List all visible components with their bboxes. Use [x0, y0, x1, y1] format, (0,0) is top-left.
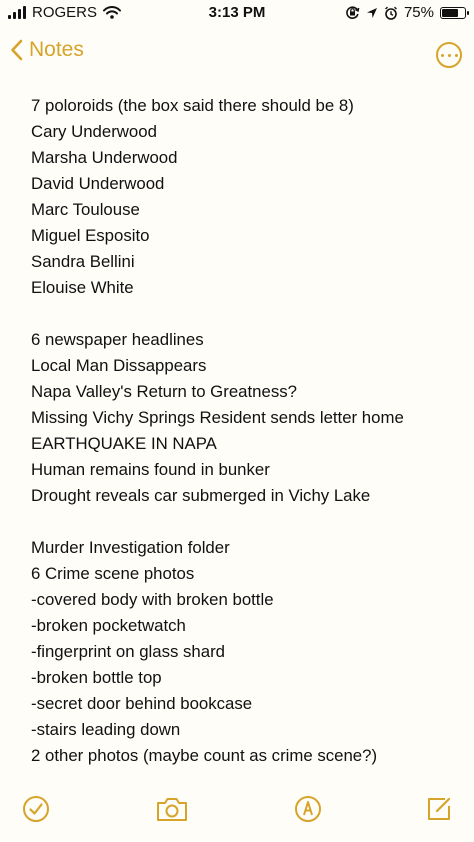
markup-button[interactable]	[294, 795, 322, 828]
camera-button[interactable]	[155, 795, 189, 828]
checklist-button[interactable]	[22, 795, 50, 828]
note-line: Sandra Bellini	[31, 252, 135, 271]
compose-icon	[425, 795, 453, 823]
note-line: Cary Underwood	[31, 122, 157, 141]
camera-icon	[155, 795, 189, 823]
back-label: Notes	[29, 38, 84, 61]
note-line: David Underwood	[31, 174, 165, 193]
note-line: -secret door behind bookcase	[31, 694, 253, 713]
note-line: Elouise White	[31, 278, 134, 297]
markup-icon	[294, 795, 322, 823]
bottom-toolbar	[0, 795, 474, 835]
chevron-left-icon	[10, 39, 23, 61]
status-bar	[0, 0, 474, 26]
status-right	[345, 4, 466, 21]
note-line: Missing Vichy Springs Resident sends letter home	[31, 408, 404, 427]
carrier-label: ROGERS	[32, 4, 98, 21]
battery-icon	[440, 7, 466, 19]
blank-line	[31, 301, 464, 327]
status-time: 3:13 PM	[208, 4, 266, 21]
note-line: -broken pocketwatch	[31, 616, 186, 635]
alarm-icon	[384, 6, 398, 20]
note-line: Miguel Esposito	[31, 226, 150, 245]
checklist-icon	[22, 795, 50, 823]
note-line: -stairs leading down	[31, 720, 181, 739]
compose-button[interactable]	[425, 795, 453, 828]
note-line: -fingerprint on glass shard	[31, 642, 226, 661]
note-line: 6 Crime scene photos	[31, 564, 195, 583]
note-line: Marsha Underwood	[31, 148, 178, 167]
note-line: Napa Valley's Return to Greatness?	[31, 382, 297, 401]
blank-line	[31, 509, 464, 535]
battery-percent: 75%	[403, 4, 434, 21]
more-options-button[interactable]	[436, 42, 462, 68]
note-line: -covered body with broken bottle	[31, 590, 274, 609]
note-line: Murder Investigation folder	[31, 538, 230, 557]
note-line: Local Man Dissappears	[31, 356, 207, 375]
screen-lock-icon	[345, 5, 360, 20]
ellipsis-icon	[441, 54, 444, 57]
note-line: EARTHQUAKE IN NAPA	[31, 434, 217, 453]
note-line: Human remains found in bunker	[31, 460, 270, 479]
note-line: 7 poloroids (the box said there should be 8)	[31, 96, 354, 115]
note-line: Marc Toulouse	[31, 200, 140, 219]
nav-bar	[0, 32, 474, 76]
note-line: 6 newspaper headlines	[31, 330, 204, 349]
location-arrow-icon	[366, 7, 378, 19]
back-button[interactable]	[10, 38, 84, 62]
note-body[interactable]	[31, 93, 464, 769]
note-line: Drought reveals car submerged in Vichy Lake	[31, 486, 371, 505]
note-line: -broken bottle top	[31, 668, 162, 687]
note-line: 2 other photos (maybe count as crime scene?)	[31, 746, 378, 765]
